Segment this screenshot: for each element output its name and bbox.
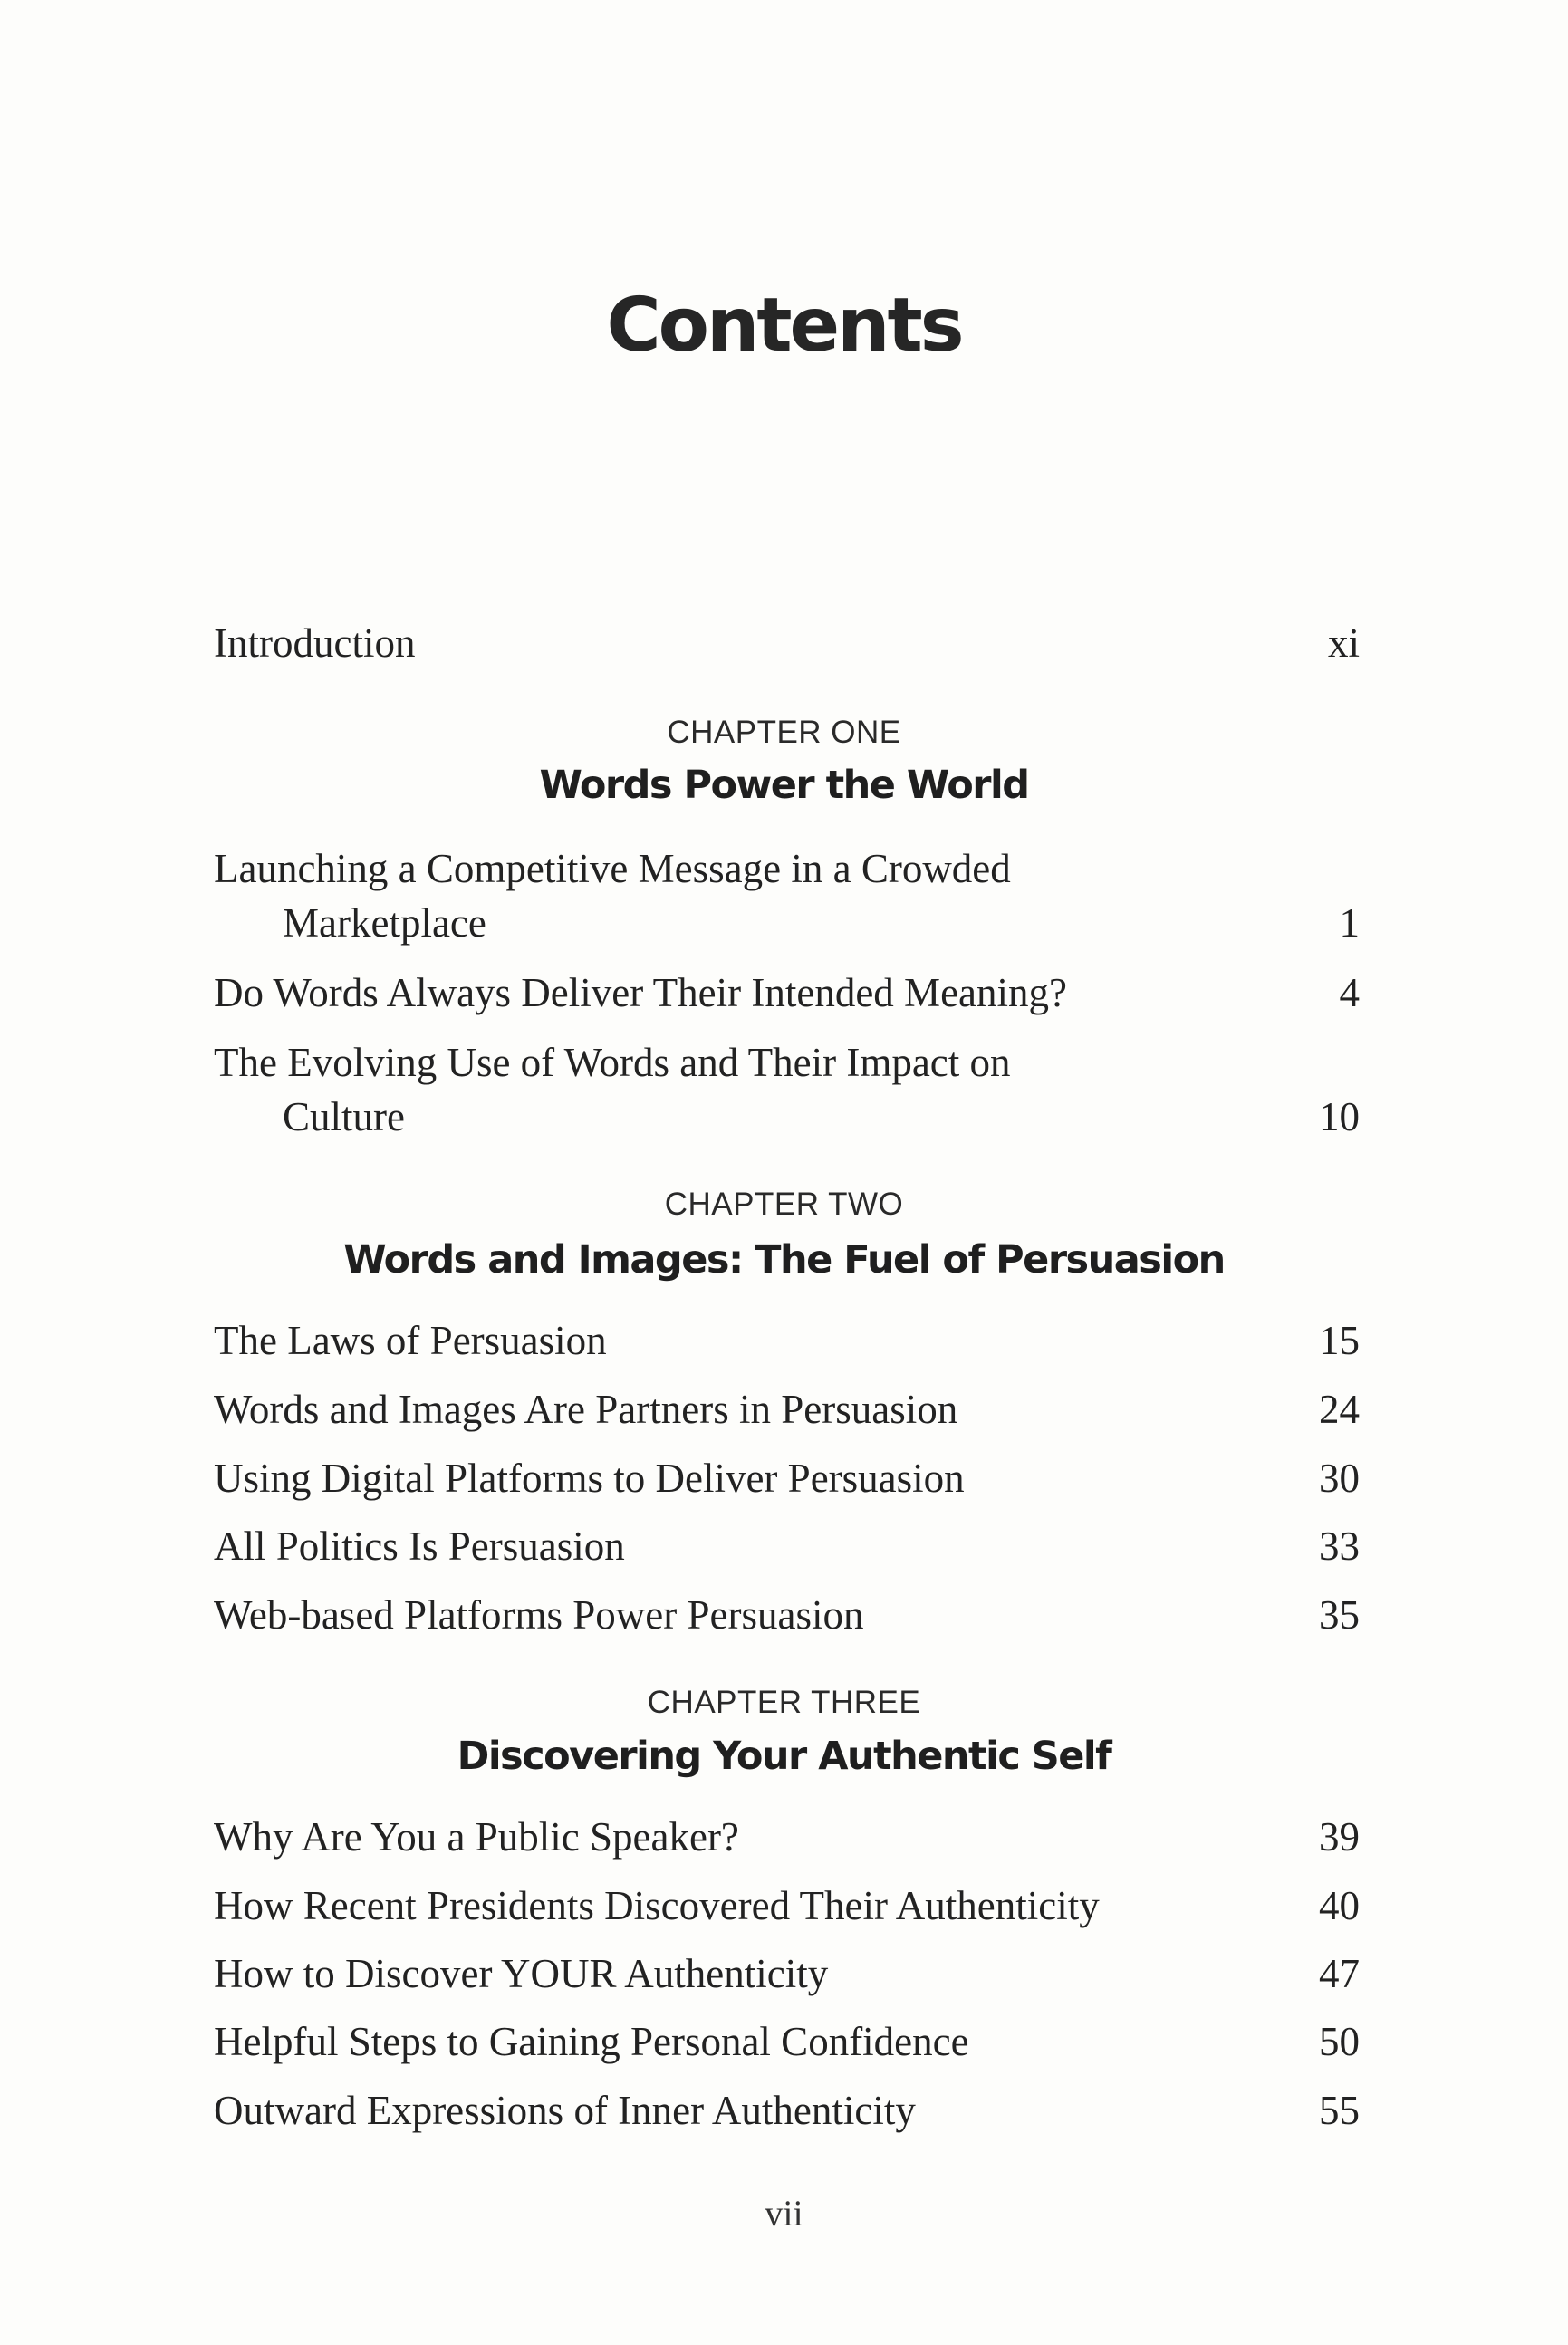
toc-entry bbox=[214, 1946, 1360, 2001]
toc-entry bbox=[214, 1313, 1360, 1368]
toc-entry-title: How to Discover YOUR Authenticity bbox=[214, 1951, 829, 1996]
toc-page-number: 10 bbox=[1319, 1094, 1360, 1139]
toc-entry-title: The Laws of Persuasion bbox=[214, 1318, 607, 1363]
toc-entry-title: Web-based Platforms Power Persuasion bbox=[214, 1592, 864, 1638]
toc-entry-title: Words and Images Are Partners in Persuasion bbox=[214, 1387, 958, 1432]
toc-entry-title-continuation: Culture bbox=[283, 1094, 405, 1139]
toc-entry bbox=[214, 966, 1360, 1020]
toc-entry-title: All Politics Is Persuasion bbox=[214, 1523, 625, 1569]
toc-entry bbox=[214, 1382, 1360, 1437]
toc-entry bbox=[214, 1588, 1360, 1642]
toc-page-number: 40 bbox=[1319, 1883, 1360, 1928]
toc-page-number: 47 bbox=[1319, 1951, 1360, 1996]
toc-entry-title: Outward Expressions of Inner Authenticity bbox=[214, 2088, 916, 2133]
chapter-title: Words Power the World bbox=[539, 763, 1029, 808]
chapter-label: CHAPTER THREE bbox=[647, 1685, 921, 1720]
toc-page-number: 39 bbox=[1319, 1814, 1360, 1860]
toc-page-number: 35 bbox=[1319, 1592, 1360, 1638]
toc-entry bbox=[214, 841, 1360, 950]
chapter-label: CHAPTER TWO bbox=[664, 1187, 904, 1222]
toc-entry-title: Do Words Always Deliver Their Intended Meaning? bbox=[214, 970, 1067, 1015]
toc-entry-title: Helpful Steps to Gaining Personal Confidence bbox=[214, 2019, 969, 2064]
toc-page-number: 15 bbox=[1319, 1318, 1360, 1363]
toc-entry bbox=[214, 1035, 1360, 1144]
toc-page-number: 30 bbox=[1319, 1456, 1360, 1501]
toc-page-number: 4 bbox=[1339, 970, 1360, 1015]
chapter-title: Discovering Your Authentic Self bbox=[457, 1734, 1111, 1779]
toc-entry bbox=[214, 2083, 1360, 2138]
toc-entry bbox=[214, 1451, 1360, 1505]
toc-entry-introduction bbox=[214, 616, 1360, 670]
page-folio: vii bbox=[765, 2193, 803, 2234]
toc-entry bbox=[214, 2014, 1360, 2069]
toc-entry-title: Using Digital Platforms to Deliver Persuasion bbox=[214, 1456, 965, 1501]
toc-page-number: 24 bbox=[1319, 1387, 1360, 1432]
toc-entry-title: Introduction bbox=[214, 620, 416, 666]
toc-page-number: 1 bbox=[1339, 900, 1360, 946]
toc-entry bbox=[214, 1519, 1360, 1573]
chapter-title: Words and Images: The Fuel of Persuasion bbox=[343, 1237, 1225, 1283]
toc-entry-title: The Evolving Use of Words and Their Impact on bbox=[214, 1040, 1011, 1085]
chapter-label: CHAPTER ONE bbox=[667, 715, 901, 750]
toc-entry bbox=[214, 1810, 1360, 1864]
toc-entry-title-continuation: Marketplace bbox=[283, 900, 486, 946]
toc-page-number: 33 bbox=[1319, 1523, 1360, 1569]
toc-page-number: 50 bbox=[1319, 2019, 1360, 2064]
page-title: Contents bbox=[606, 283, 962, 369]
toc-entry-title: Launching a Competitive Message in a Crowded bbox=[214, 846, 1011, 891]
toc-page-number: 55 bbox=[1319, 2088, 1360, 2133]
toc-page-number: xi bbox=[1327, 620, 1360, 666]
toc-entry-title: Why Are You a Public Speaker? bbox=[214, 1814, 739, 1860]
toc-entry bbox=[214, 1879, 1360, 1933]
toc-entry-title: How Recent Presidents Discovered Their Authenticity bbox=[214, 1883, 1100, 1928]
